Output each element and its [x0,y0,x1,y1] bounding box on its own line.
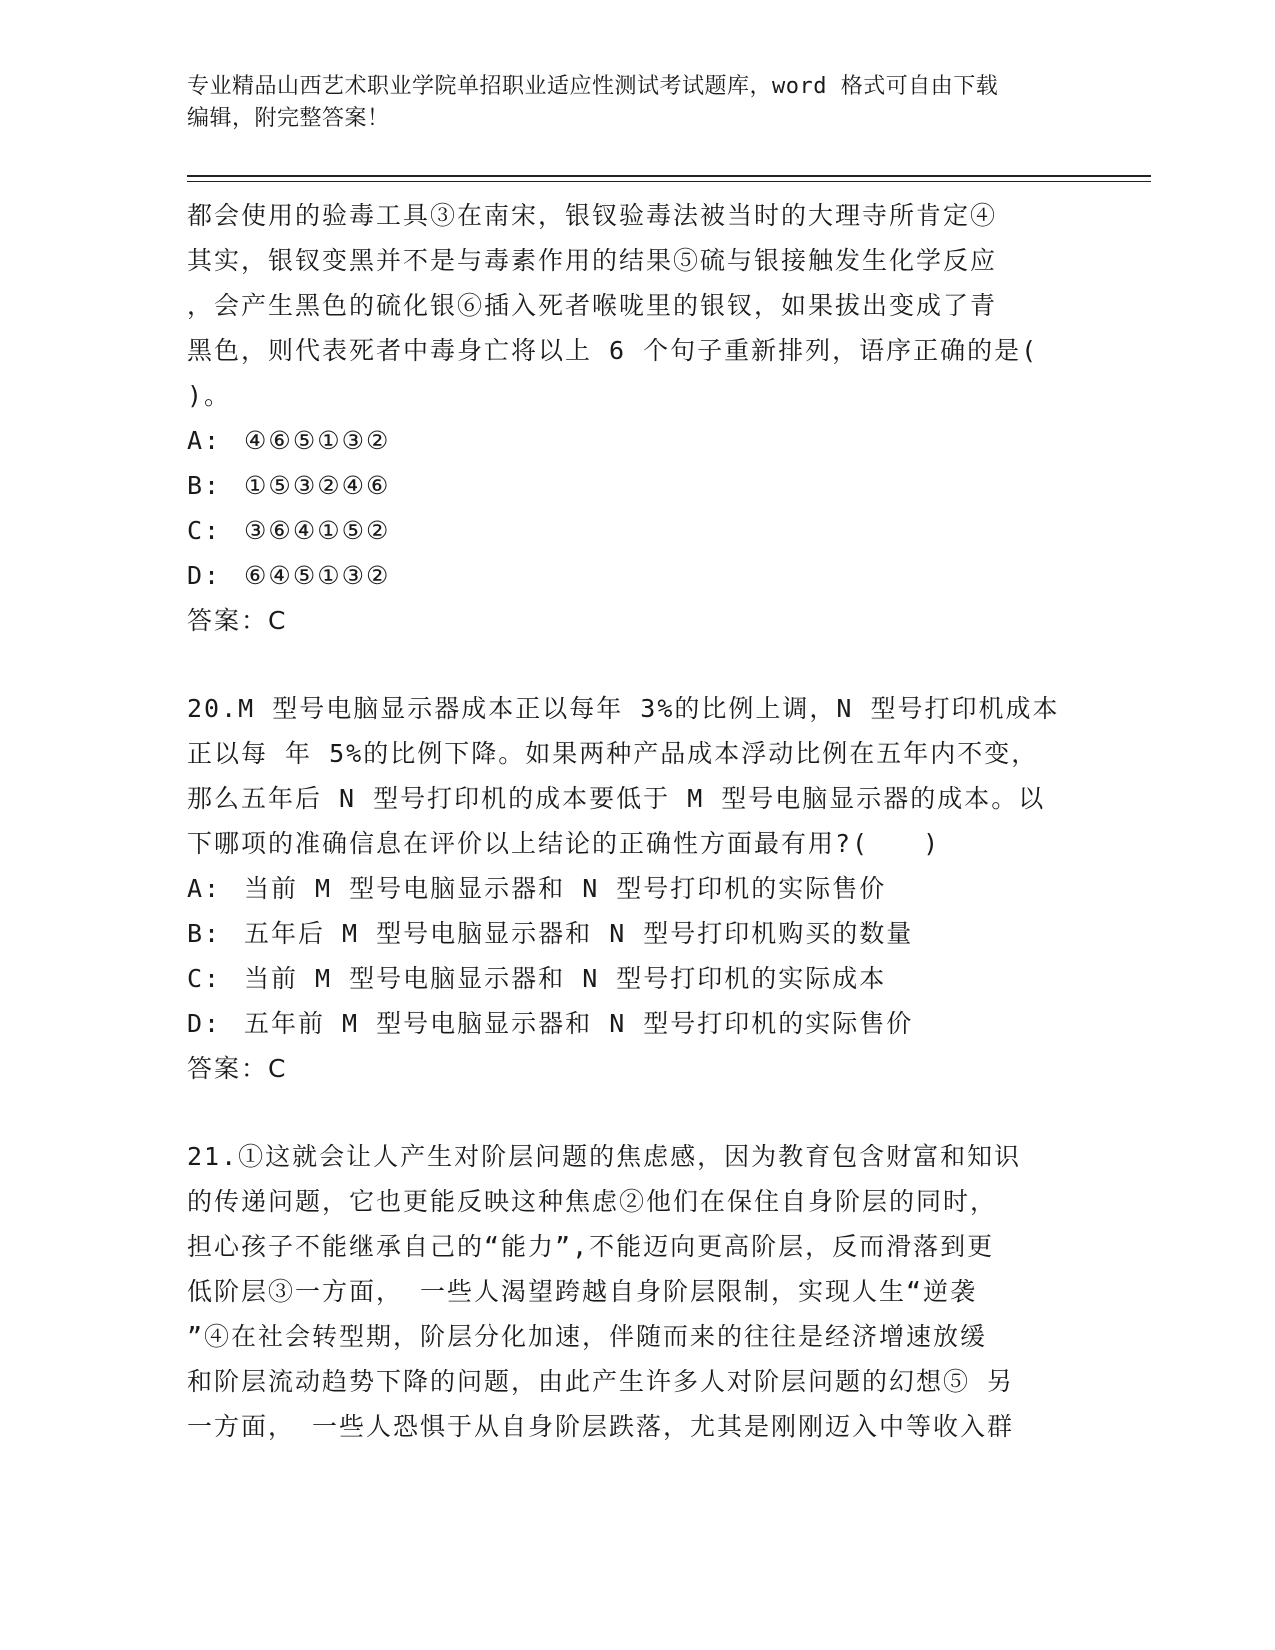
option-d [187,553,1077,598]
option-text: 当前 M 型号电脑显示器和 N 型号打印机的实际成本 [244,964,887,993]
question-20 [187,686,1077,1091]
page-header [187,71,1087,135]
option-label: B: [187,919,222,948]
stem-line: 正以每 年 5%的比例下降。如果两种产品成本浮动比例在五年内不变， [187,739,1039,768]
option-label: A: [187,426,222,455]
option-label: C: [187,516,222,545]
stem-line: 一方面， 一些人恐惧于从自身阶层跌落，尤其是刚刚迈入中等收入群 [187,1412,1015,1441]
answer: 答案：C [187,1054,288,1083]
option-text: ③⑥④①⑤② [244,516,391,545]
option-text: ⑥④⑤①③② [244,561,391,590]
option-label: D: [187,1009,222,1038]
stem-line: 和阶层流动趋势下降的问题，由此产生许多人对阶层问题的幻想⑤ 另 [187,1367,1015,1396]
stem-line: 其实，银钗变黑并不是与毒素作用的结果⑤硫与银接触发生化学反应 [187,246,998,275]
option-text: ④⑥⑤①③② [244,426,391,455]
header-rule-thick [187,175,1151,177]
option-label: B: [187,471,222,500]
stem-line: 低阶层③一方面， 一些人渴望跨越自身阶层限制，实现人生“逆袭 [187,1277,978,1306]
question-stem [187,1134,1077,1449]
option-a [187,866,1077,911]
question-stem [187,193,1077,418]
spacer [187,1091,1077,1134]
option-d [187,1001,1077,1046]
header-rule-thin [187,181,1151,182]
header-line-2: 编辑，附完整答案！ [187,106,390,131]
stem-line: )。 [187,381,232,410]
option-label: D: [187,561,222,590]
option-b [187,911,1077,956]
stem-line: 黑色，则代表死者中毒身亡将以上 6 个句子重新排列，语序正确的是( [187,336,1039,365]
stem-line: 21.①这就会让人产生对阶层问题的焦虑感，因为教育包含财富和知识 [187,1142,1022,1171]
option-b [187,463,1077,508]
stem-line: 担心孩子不能继承自己的“能力”,不能迈向更高阶层，反而滑落到更 [187,1232,995,1261]
option-text: 五年后 M 型号电脑显示器和 N 型号打印机购买的数量 [244,919,914,948]
stem-line: 20.M 型号电脑显示器成本正以每年 3%的比例上调，N 型号打印机成本 [187,694,1060,723]
stem-line: ，会产生黑色的硫化银⑥插入死者喉咙里的银钗，如果拔出变成了青 [187,291,998,320]
header-line-1: 专业精品山西艺术职业学院单招职业适应性测试考试题库，word 格式可自由下载 [187,74,999,99]
answer: 答案：C [187,606,288,635]
stem-line: ”④在社会转型期，阶层分化加速，伴随而来的往往是经济增速放缓 [187,1322,988,1351]
document-body [187,193,1077,1449]
option-label: A: [187,874,222,903]
stem-line: 那么五年后 N 型号打印机的成本要低于 M 型号电脑显示器的成本。以 [187,784,1046,813]
stem-line: 的传递问题，它也更能反映这种焦虑②他们在保住自身阶层的同时， [187,1187,998,1216]
stem-line: 下哪项的准确信息在评价以上结论的正确性方面最有用?( ) [187,829,941,858]
option-text: ①⑤③②④⑥ [244,471,391,500]
question-stem [187,686,1077,866]
question-21 [187,1134,1077,1449]
stem-line: 都会使用的验毒工具③在南宋，银钗验毒法被当时的大理寺所肯定④ [187,201,998,230]
option-a [187,418,1077,463]
option-text: 五年前 M 型号电脑显示器和 N 型号打印机的实际售价 [244,1009,914,1038]
option-text: 当前 M 型号电脑显示器和 N 型号打印机的实际售价 [244,874,887,903]
option-label: C: [187,964,222,993]
option-c [187,508,1077,553]
question-19 [187,193,1077,643]
spacer [187,643,1077,686]
option-c [187,956,1077,1001]
